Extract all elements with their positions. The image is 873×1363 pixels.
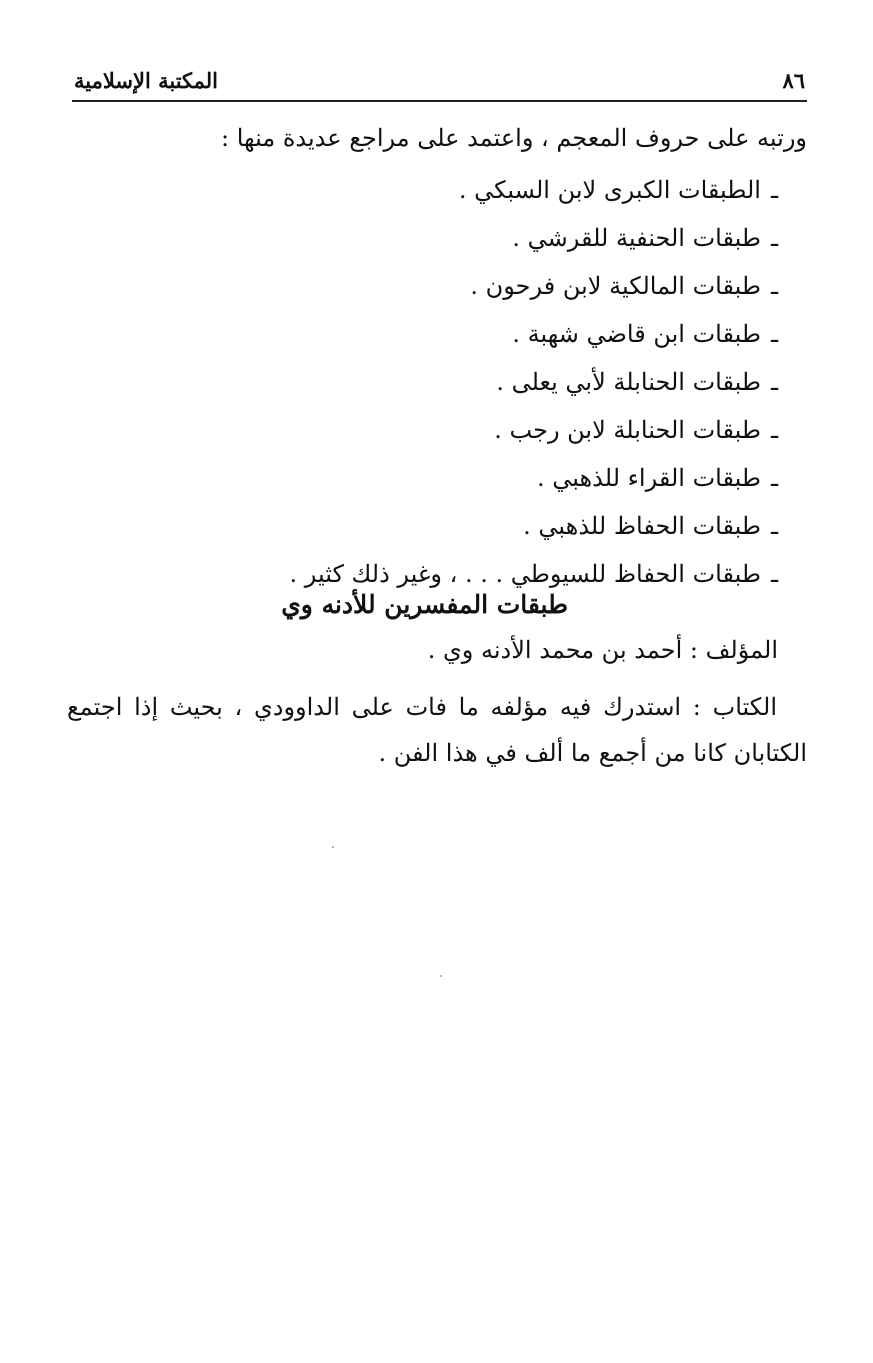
list-item-text: طبقات ابن قاضي شهبة . <box>512 320 761 348</box>
list-item <box>289 214 778 262</box>
list-item-text: الطبقات الكبرى لابن السبكي . <box>458 176 761 204</box>
list-dash: ـ <box>770 464 778 492</box>
list-item <box>289 262 778 310</box>
list-item-text: طبقات الحفاظ للسيوطي . . . ، وغير ذلك كثير . <box>289 560 761 588</box>
list-item-text: طبقات الحنابلة لابن رجب . <box>494 416 761 444</box>
list-dash: ـ <box>770 560 778 588</box>
list-item <box>289 310 778 358</box>
scan-speck <box>332 846 334 848</box>
list-item <box>289 358 778 406</box>
list-dash: ـ <box>770 512 778 540</box>
list-item-text: طبقات الحنابلة لأبي يعلى . <box>496 368 761 396</box>
running-header <box>72 66 807 102</box>
list-dash: ـ <box>770 272 778 300</box>
running-header-title: المكتبة الإسلامية <box>74 68 218 93</box>
intro-line: ورتبه على حروف المعجم ، واعتمد على مراجع عديدة منها : <box>221 124 807 152</box>
section-heading: طبقات المفسرين للأدنه وي <box>281 590 568 619</box>
sources-list <box>289 166 778 598</box>
list-item <box>289 406 778 454</box>
list-item-text: طبقات المالكية لابن فرحون . <box>470 272 761 300</box>
list-item <box>289 454 778 502</box>
list-item-text: طبقات القراء للذهبي . <box>536 464 761 492</box>
list-dash: ـ <box>770 368 778 396</box>
book-paragraph: الكتاب : استدرك فيه مؤلفه ما فات على الداوودي ، بحيث إذا اجتمع الكتابان كانا من أجمع ما ألف في هذا الفن . <box>67 693 807 767</box>
list-dash: ـ <box>770 416 778 444</box>
list-dash: ـ <box>770 176 778 204</box>
list-dash: ـ <box>770 320 778 348</box>
list-item-text: طبقات الحنفية للقرشي . <box>512 224 761 252</box>
author-line: المؤلف : أحمد بن محمد الأدنه وي . <box>427 636 778 664</box>
list-dash: ـ <box>770 224 778 252</box>
page-number: ٨٦ <box>782 68 805 93</box>
list-item-text: طبقات الحفاظ للذهبي . <box>523 512 761 540</box>
list-item <box>289 502 778 550</box>
list-item <box>289 166 778 214</box>
scan-speck <box>440 975 442 977</box>
